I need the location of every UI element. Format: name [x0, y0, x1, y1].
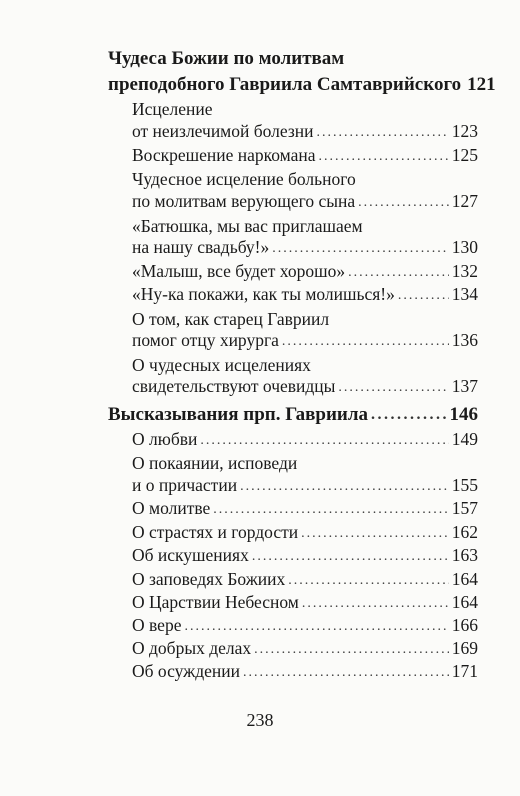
toc-item-text: Воскрешение наркомана	[132, 145, 316, 165]
toc-item-text: О том, как старец Гавриил	[132, 309, 330, 329]
toc-item-page: 130	[451, 237, 478, 257]
leader-dots	[282, 334, 449, 350]
toc-item-line	[132, 569, 478, 590]
toc-item-line	[132, 145, 478, 166]
section-page-number: 121	[467, 74, 496, 95]
leader-dots	[358, 195, 449, 211]
toc-item-page: 155	[451, 475, 478, 495]
toc-item-text: помог отцу хирурга	[132, 330, 279, 350]
toc-item-text: О добрых делах	[132, 638, 252, 658]
toc-item-text: Исцеление	[132, 99, 213, 119]
leader-dots	[254, 642, 449, 658]
section-title-line	[108, 48, 478, 70]
toc-item-line	[132, 99, 478, 120]
toc-item-line	[132, 237, 478, 258]
toc-item-text: О вере	[132, 615, 182, 635]
toc-item-text: Об искушениях	[132, 545, 249, 565]
leader-dots	[302, 596, 449, 612]
leader-dots	[398, 288, 449, 304]
toc-item-line	[132, 592, 478, 613]
toc-item-line	[132, 284, 478, 305]
toc-item-text: О чудесных исцелениях	[132, 355, 311, 375]
toc-item-text: О заповедях Божиих	[132, 569, 286, 589]
toc-item-line	[132, 498, 478, 519]
toc-item-line	[132, 216, 478, 237]
leader-dots	[252, 549, 449, 565]
toc-item-line	[132, 545, 478, 566]
toc-item-page: 162	[451, 522, 478, 542]
toc-item-text: «Батюшка, мы вас приглашаем	[132, 216, 363, 236]
toc-item-line	[132, 429, 478, 450]
section-title-text: Высказывания прп. Гавриила	[108, 404, 369, 425]
toc-item-text: О покаянии, исповеди	[132, 453, 298, 473]
section-title-text: преподобного Гавриила Самтаврийского	[108, 74, 462, 95]
toc-item-line	[132, 309, 478, 330]
toc-item-page: 171	[451, 661, 478, 681]
toc-item-text: на нашу свадьбу!»	[132, 237, 270, 257]
leader-dots	[338, 380, 448, 396]
toc-item-line	[132, 330, 478, 351]
leader-dots	[184, 619, 448, 635]
toc-item-line	[132, 475, 478, 496]
toc-item-line	[132, 638, 478, 659]
section-title-text: Чудеса Божии по молитвам	[108, 48, 345, 69]
toc-item-text: «Малыш, все будет хорошо»	[132, 261, 346, 281]
leader-dots	[200, 433, 448, 449]
toc-item-line	[132, 355, 478, 376]
toc-item-page: 164	[451, 569, 478, 589]
leader-dots	[243, 665, 449, 681]
toc-item-page: 123	[451, 121, 478, 141]
leader-dots	[272, 241, 448, 257]
toc-item-page: 166	[451, 615, 478, 635]
section-title-line	[108, 404, 478, 426]
toc-item-page: 125	[451, 145, 478, 165]
toc-item-page: 163	[451, 545, 478, 565]
leader-dots	[240, 479, 449, 495]
toc-item-text: по молитвам верующего сына	[132, 191, 356, 211]
toc-item-page: 157	[451, 498, 478, 518]
toc-item-line	[132, 121, 478, 142]
toc-item-text: Чудесное исцеление больного	[132, 169, 356, 189]
leader-dots	[301, 526, 449, 542]
toc-item-line	[132, 453, 478, 474]
section-page-number: 146	[449, 404, 478, 425]
leader-dots	[371, 406, 446, 424]
toc-item-page: 136	[451, 330, 478, 350]
toc-item-text: от неизлечимой болезни	[132, 121, 314, 141]
toc-item-text: свидетельствуют очевидцы	[132, 376, 336, 396]
toc-item-line	[132, 169, 478, 190]
toc-item-line	[132, 376, 478, 397]
toc-item-text: Об осуждении	[132, 661, 241, 681]
leader-dots	[319, 149, 449, 165]
toc-item-text: О молитве	[132, 498, 211, 518]
page-number: 238	[246, 710, 274, 730]
leader-dots	[288, 573, 448, 589]
toc-item-text: О Царствии Небесном	[132, 592, 299, 612]
leader-dots	[348, 265, 449, 281]
section-title-line	[108, 74, 496, 96]
toc-item-text: О страстях и гордости	[132, 522, 299, 542]
toc-item-text: «Ну-ка покажи, как ты молишься!»	[132, 284, 395, 304]
toc-item-line	[132, 522, 478, 543]
toc-item-line	[132, 661, 478, 682]
toc-item-page: 164	[451, 592, 478, 612]
toc-item-line	[132, 191, 478, 212]
toc-item-line	[132, 615, 478, 636]
toc-item-line	[132, 261, 478, 282]
leader-dots	[213, 502, 448, 518]
toc-item-text: и о причастии	[132, 475, 238, 495]
toc-item-page: 134	[451, 284, 478, 304]
toc-item-page: 169	[451, 638, 478, 658]
toc-item-page: 149	[451, 429, 478, 449]
toc-item-page: 137	[451, 376, 478, 396]
toc-item-text: О любви	[132, 429, 198, 449]
leader-dots	[317, 125, 449, 141]
toc-item-page: 127	[451, 191, 478, 211]
toc-item-page: 132	[451, 261, 478, 281]
